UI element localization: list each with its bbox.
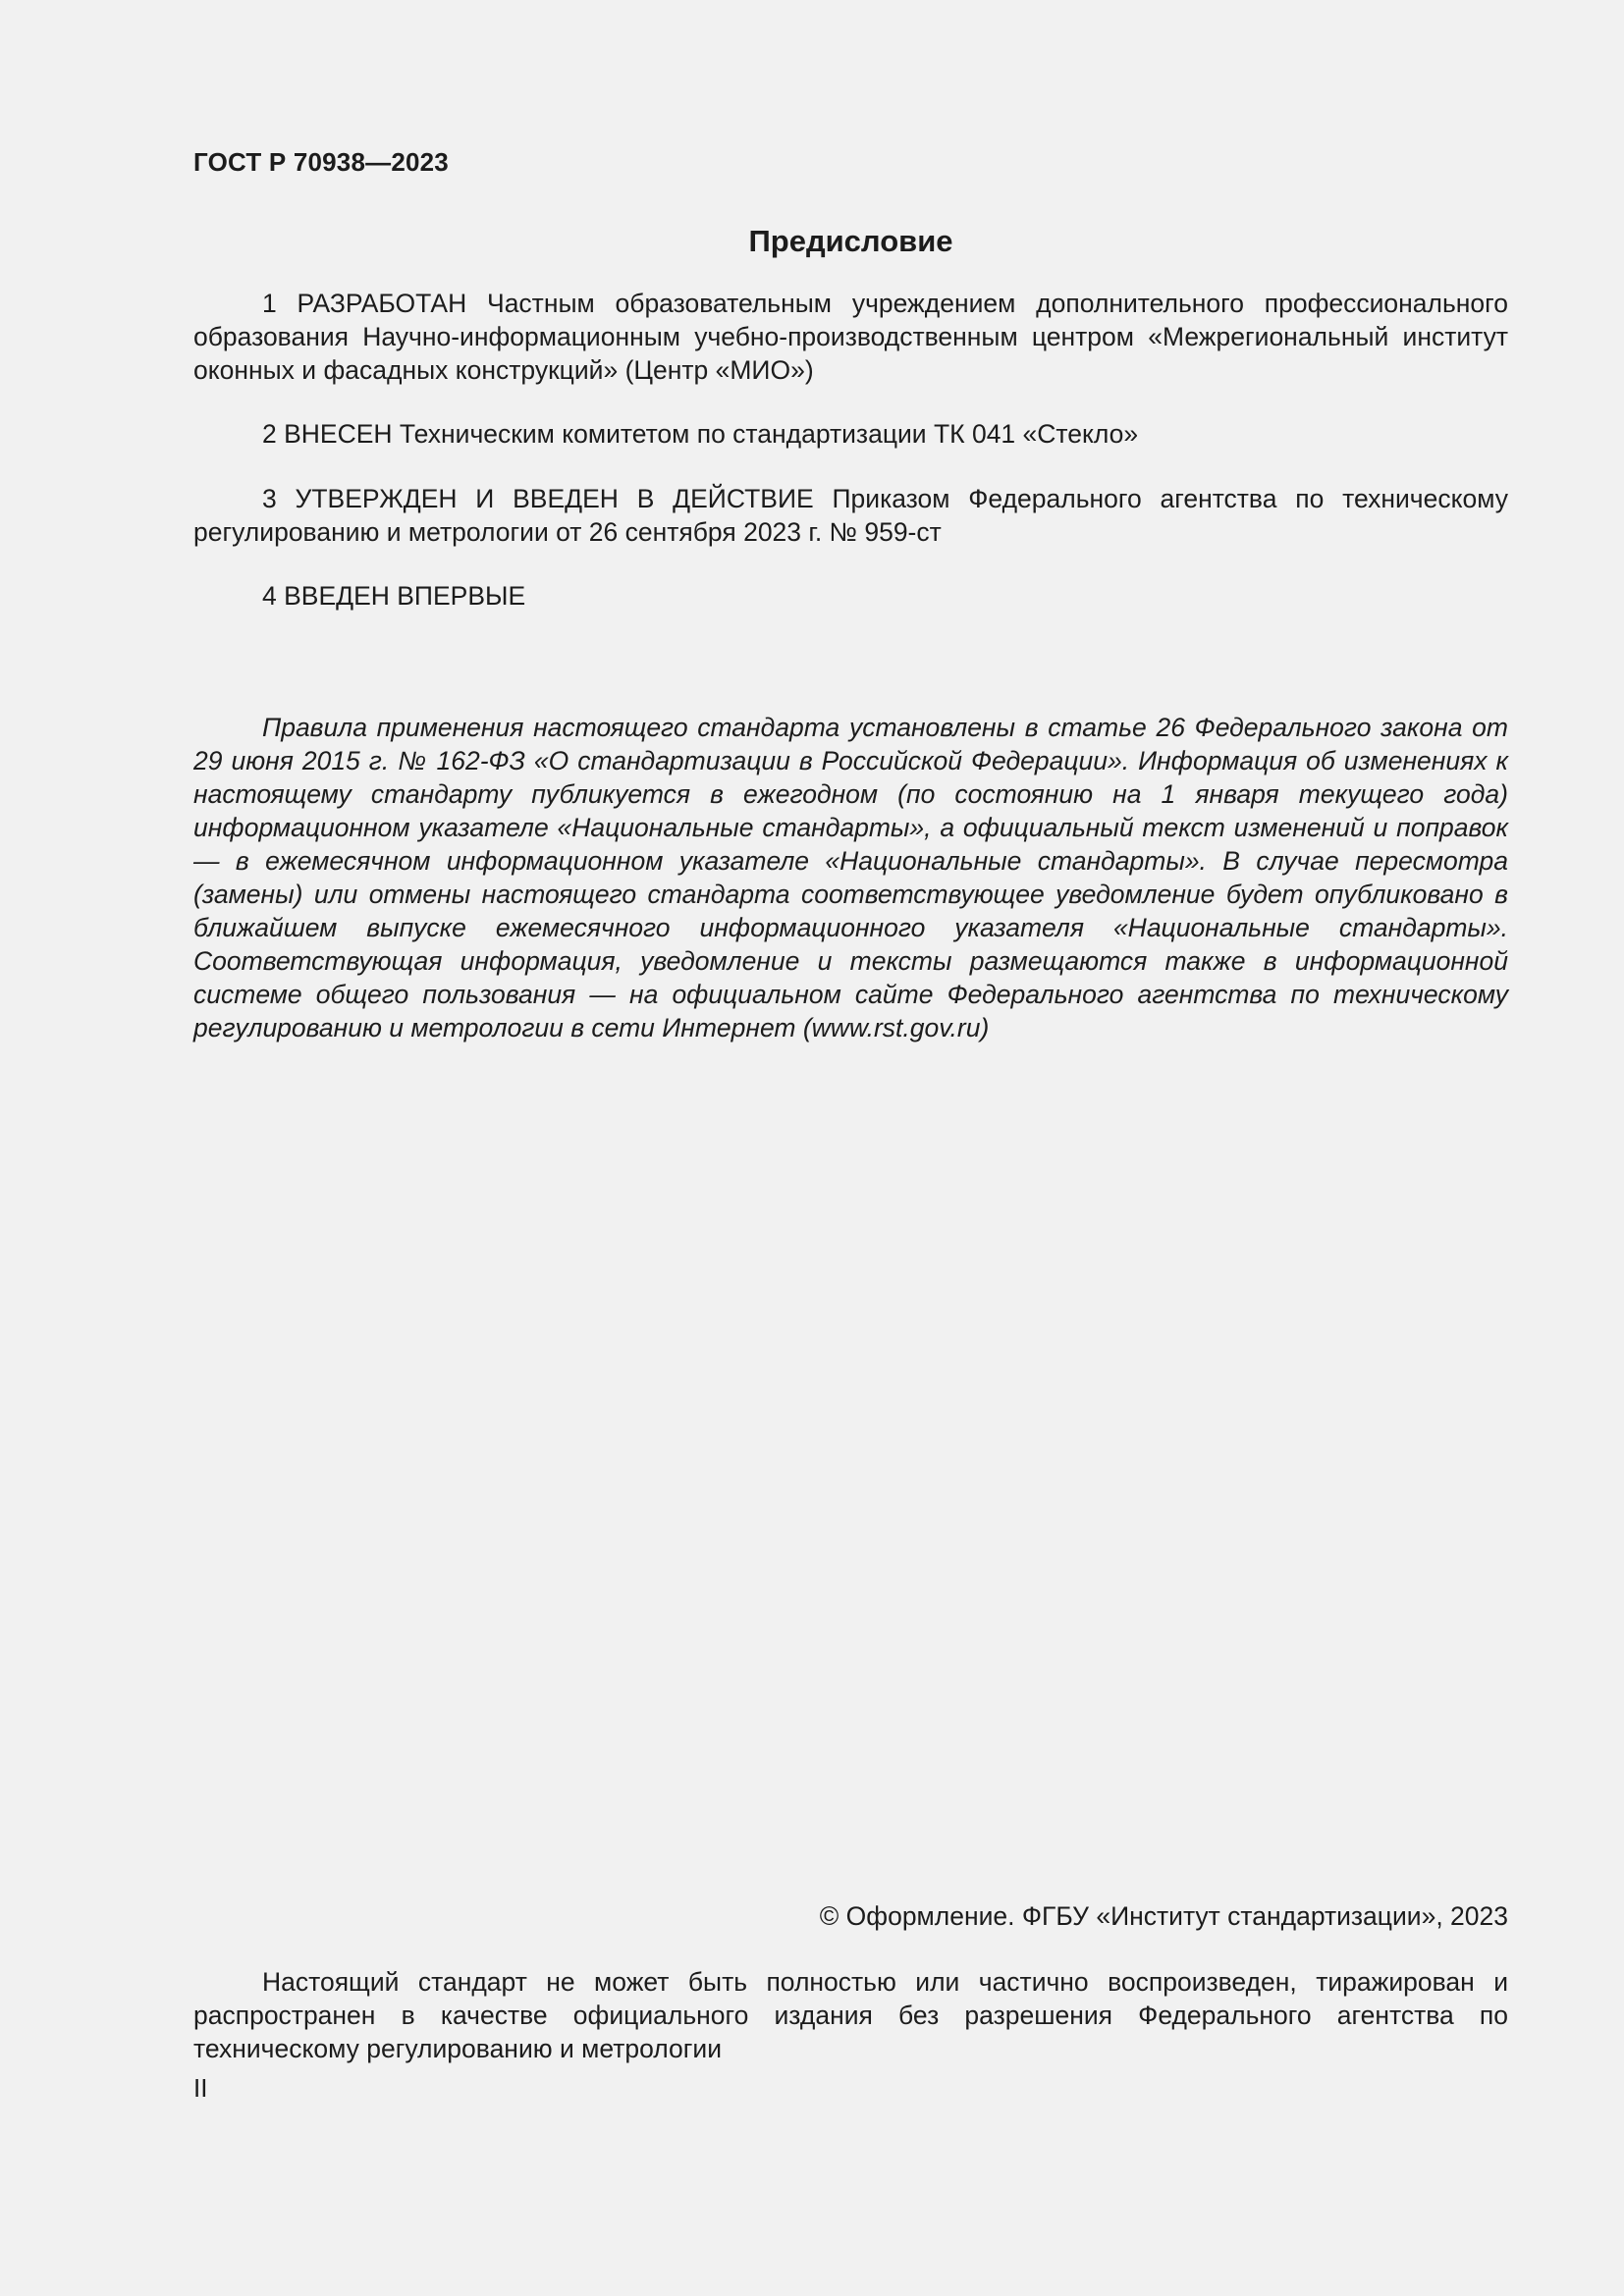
page-title: Предисловие [748,224,953,258]
copyright-line: © Оформление. ФГБУ «Институт стандартизации», 2023 [819,1901,1508,1931]
foreword-item-3: 3 УТВЕРЖДЕН И ВВЕДЕН В ДЕЙСТВИЕ Приказом Федерального агентства по техническому регулированию и метрологии от 26 сентября 2023 г. № 959-ст [193,484,1508,547]
reproduction-notice: Настоящий стандарт не может быть полностью или частично воспроизведен, тиражирован и распространен в качестве официального издания без разрешения Федерального агентства по техническому регулированию и метрологии [193,1967,1508,2063]
document-code: ГОСТ Р 70938—2023 [193,147,449,177]
application-rules-paragraph: Правила применения настоящего стандарта установлены в статье 26 Федерального закона от 29 июня 2015 г. № 162-ФЗ «О стандартизации в Российской Федерации». Информация об изменениях к настоящему стандарту публикуется в ежегодном (по состоянию на 1 января текущего года) информационном указателе «Национальные стандарты», а официальный текст изменений и поправок — в ежемесячном информационном указателе «Национальные стандарты». В случае пересмотра (замены) или отмены настоящего стандарта соответствующее уведомление будет опубликовано в ближайшем выпуске ежемесячного информационного указателя «Национальные стандарты». Соответствующая информация, уведомление и тексты размещаются также в информационной системе общего пользования — на официальном сайте Федерального агентства по техническому регулированию и метрологии в сети Интернет (www.rst.gov.ru) [193,713,1508,1042]
foreword-item-2: 2 ВНЕСЕН Техническим комитетом по стандартизации ТК 041 «Стекло» [262,419,1139,449]
foreword-item-1: 1 РАЗРАБОТАН Частным образовательным учреждением дополнительного профессионального образования Научно-информационным учебно-производственным центром «Межрегиональный институт оконных и фасадных конструкций» (Центр «МИО») [193,289,1508,385]
page-number: II [193,2073,208,2103]
foreword-item-4: 4 ВВЕДЕН ВПЕРВЫЕ [262,581,526,611]
